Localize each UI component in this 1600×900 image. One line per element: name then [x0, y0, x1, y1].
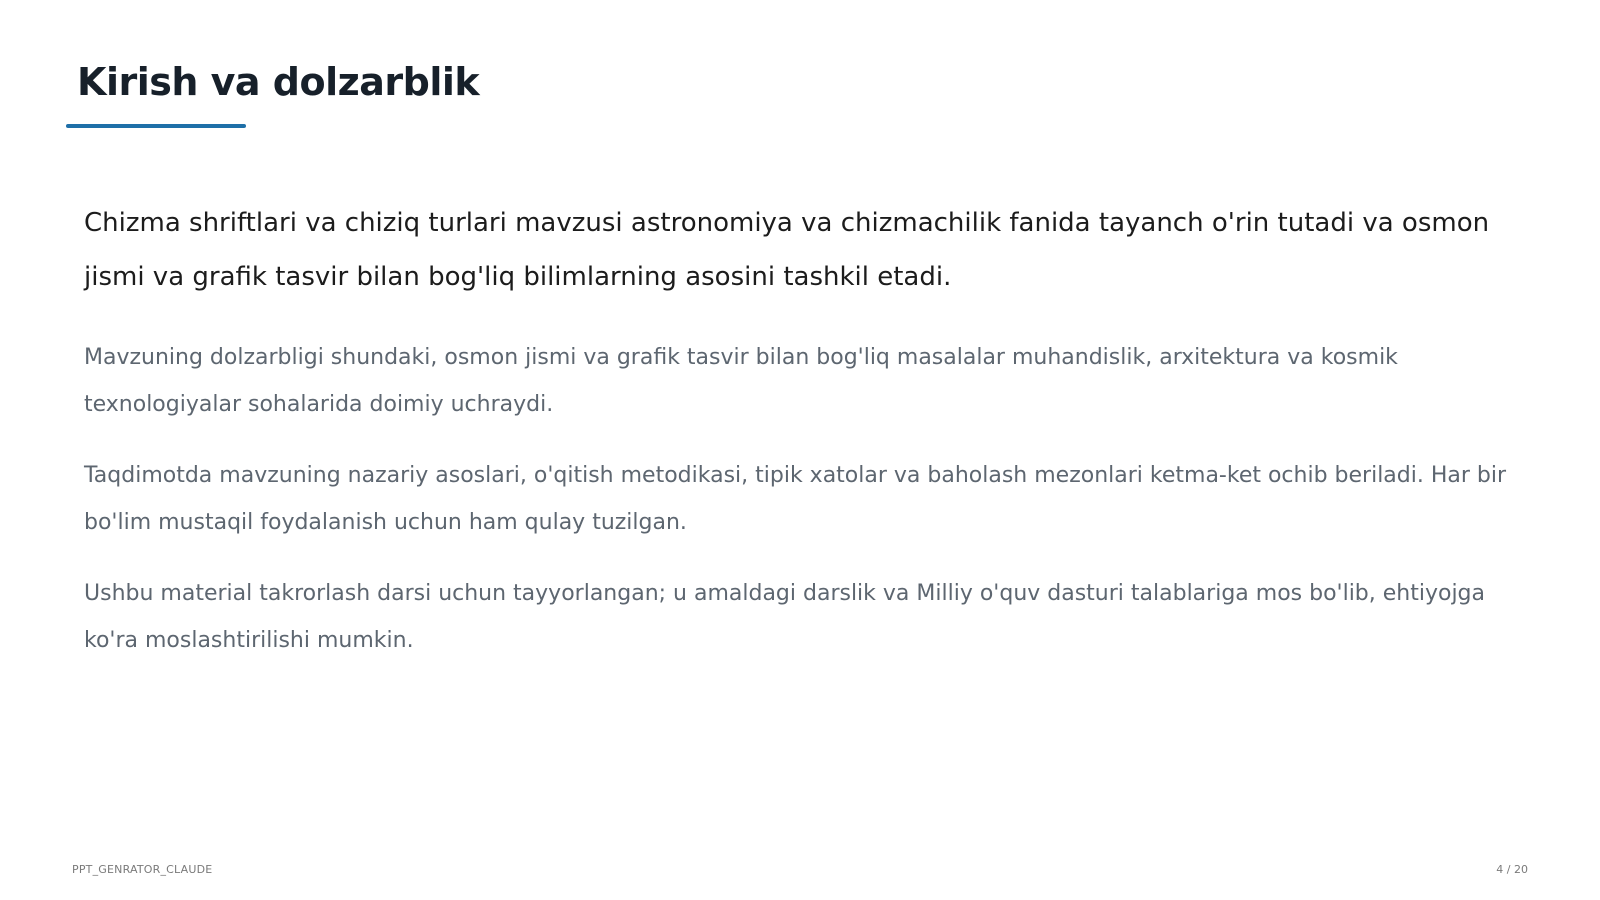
title-underline [66, 124, 246, 128]
slide-title: Kirish va dolzarblik [77, 60, 480, 104]
body-paragraph: Mavzuning dolzarbligi shundaki, osmon jismi va grafik tasvir bilan bog'liq masalalar muhandislik, arxitektura va kosmik texnologiyalar sohalarida doimiy uchraydi. [84, 345, 1398, 417]
footer-brand: PPT_GENRATOR_CLAUDE [72, 863, 213, 876]
lead-paragraph: Chizma shriftlari va chiziq turlari mavzusi astronomiya va chizmachilik fanida tayanch o'rin tutadi va osmon jismi va grafik tasvir bilan bog'liq bilimlarning asosini tashkil etadi. [84, 208, 1490, 292]
slide-content [84, 196, 1524, 688]
body-paragraph: Ushbu material takrorlash darsi uchun tayyorlangan; u amaldagi darslik va Milliy o'quv dasturi talablariga mos bo'lib, ehtiyojga ko'ra moslashtirilishi mumkin. [84, 581, 1486, 653]
body-paragraph: Taqdimotda mavzuning nazariy asoslari, o'qitish metodikasi, tipik xatolar va baholash mezonlari ketma-ket ochib beriladi. Har bir bo'lim mustaqil foydalanish uchun ham qulay tuzilgan. [84, 463, 1507, 535]
page-number: 4 / 20 [1496, 863, 1528, 876]
